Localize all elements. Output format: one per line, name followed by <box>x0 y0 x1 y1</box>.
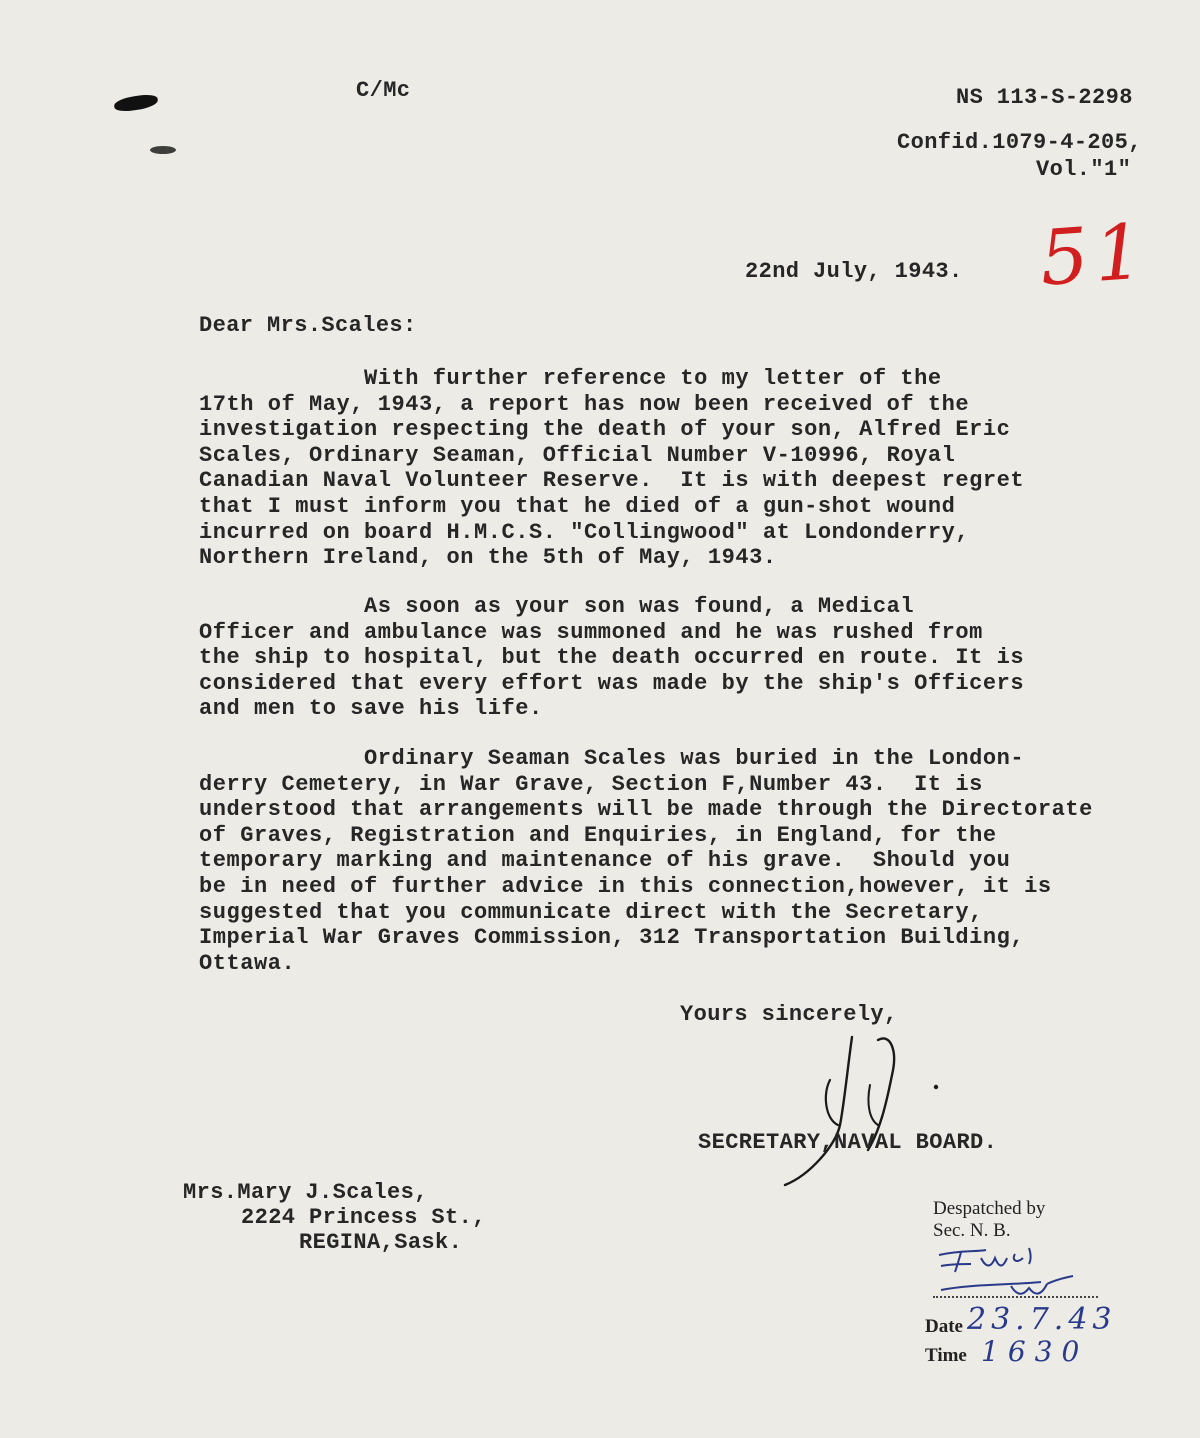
salutation: Dear Mrs.Scales: <box>199 313 417 338</box>
body-line: 17th of May, 1943, a report has now been received of the <box>199 391 970 417</box>
stamp-date-label: Date <box>925 1316 963 1337</box>
body-line: Officer and ambulance was summoned and he was rushed from <box>199 619 983 645</box>
closing: Yours sincerely, <box>680 1002 898 1027</box>
body-line: and men to save his life. <box>199 696 543 722</box>
volume-reference: Vol."1" <box>1036 157 1132 182</box>
confidential-reference: Confid.1079-4-205, <box>897 130 1142 155</box>
body-line: Scales, Ordinary Seaman, Official Number V-10996, Royal <box>199 442 956 468</box>
addressee-city: REGINA,Sask. <box>299 1230 463 1255</box>
file-reference: NS 113-S-2298 <box>956 85 1133 110</box>
body-line: temporary marking and maintenance of his grave. Should you <box>199 848 1011 874</box>
binder-hole-mark-small <box>150 146 176 154</box>
body-line: investigation respecting the death of your son, Alfred Eric <box>199 417 1011 443</box>
typist-initials: C/Mc <box>356 78 411 103</box>
stamp-dotted-rule <box>933 1296 1098 1298</box>
body-line: considered that every effort was made by the ship's Officers <box>199 670 1025 696</box>
handwritten-signature <box>770 1025 950 1190</box>
stamp-date-value: 23.7.43 <box>967 1302 1117 1337</box>
signatory-title: SECRETARY,NAVAL BOARD. <box>698 1130 998 1155</box>
paragraph-3 <box>199 746 1093 976</box>
addressee-name: Mrs.Mary J.Scales, <box>183 1180 428 1205</box>
stamp-initials-scribble <box>931 1240 1081 1310</box>
body-line: of Graves, Registration and Enquiries, in England, for the <box>199 822 997 848</box>
addressee-street: 2224 Princess St., <box>241 1205 486 1230</box>
stamp-time-label: Time <box>925 1345 967 1366</box>
paragraph-2 <box>199 594 1024 722</box>
body-line: As soon as your son was found, a Medical <box>199 594 915 619</box>
letter-date: 22nd July, 1943. <box>745 259 963 284</box>
paragraph-1 <box>199 366 1024 571</box>
dispatch-stamp <box>925 1192 1165 1392</box>
stamp-time-value: 1630 <box>981 1335 1089 1368</box>
body-line: that I must inform you that he died of a gun-shot wound <box>199 493 956 519</box>
stamp-sec-nb: Sec. N. B. <box>933 1220 1011 1241</box>
body-line: be in need of further advice in this connection,however, it is <box>199 873 1052 899</box>
body-line: suggested that you communicate direct with the Secretary, <box>199 899 983 925</box>
body-line: Northern Ireland, on the 5th of May, 1943. <box>199 545 777 571</box>
binder-hole-mark <box>113 93 159 113</box>
body-line: incurred on board H.M.C.S. "Collingwood" at Londonderry, <box>199 519 970 545</box>
body-line: derry Cemetery, in War Grave, Section F,Number 43. It is <box>199 771 983 797</box>
body-line: the ship to hospital, but the death occurred en route. It is <box>199 645 1025 671</box>
body-line: Ottawa. <box>199 950 296 976</box>
stamp-despatched-by: Despatched by <box>933 1198 1046 1219</box>
body-line: understood that arrangements will be made through the Directorate <box>199 797 1093 823</box>
body-line: With further reference to my letter of the <box>199 366 942 391</box>
body-line: Canadian Naval Volunteer Reserve. It is with deepest regret <box>199 468 1025 494</box>
body-line: Imperial War Graves Commission, 312 Transportation Building, <box>199 925 1025 951</box>
body-line: Ordinary Seaman Scales was buried in the London- <box>199 746 1025 771</box>
folio-number: 51 <box>1037 206 1152 303</box>
